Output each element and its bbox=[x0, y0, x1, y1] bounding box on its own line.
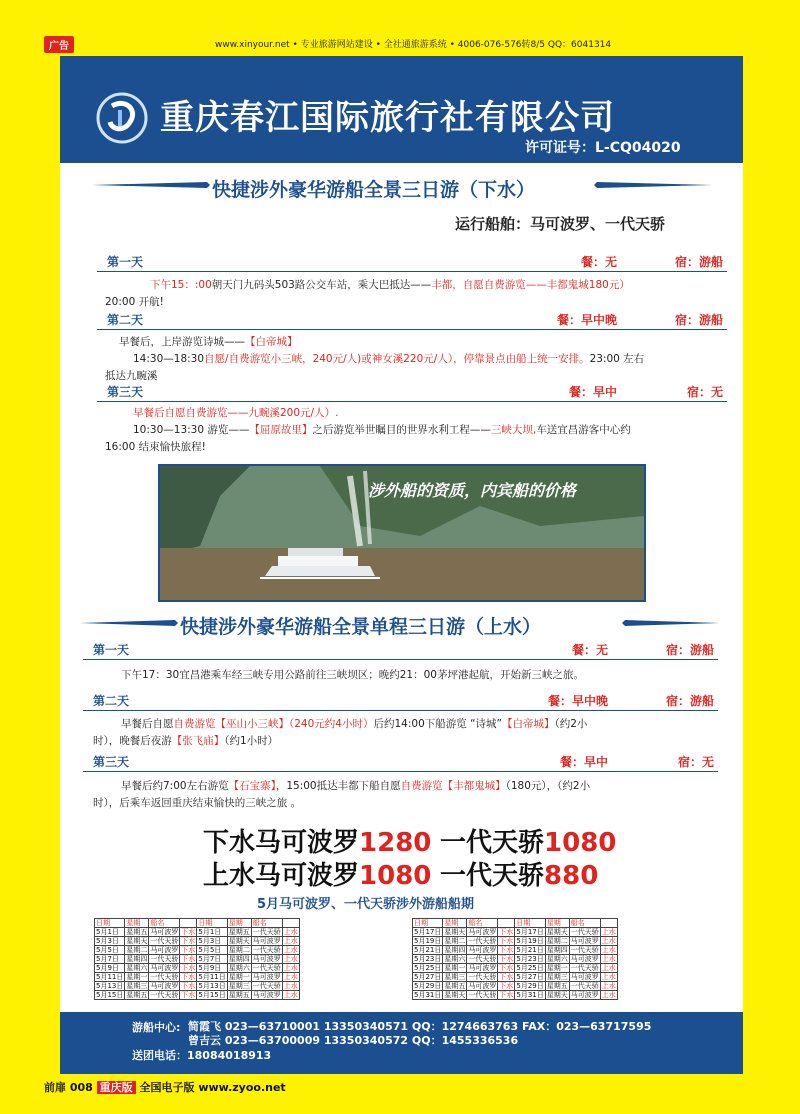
table-cell: 星期天 bbox=[228, 937, 250, 945]
table-header-cell: 日期 bbox=[413, 919, 443, 928]
table-header-cell bbox=[180, 919, 197, 928]
table-cell: 上水 bbox=[283, 991, 298, 999]
table-header-cell: 船名 bbox=[149, 919, 180, 928]
table-cell: 马可波罗 bbox=[468, 946, 497, 954]
table-cell: 5月19日 bbox=[516, 937, 544, 945]
table-cell: 星期三 bbox=[546, 973, 568, 981]
table-cell: 下水 bbox=[499, 946, 514, 954]
table-cell: 马可波罗 bbox=[570, 991, 599, 999]
table-cell: 马可波罗 bbox=[252, 973, 281, 981]
table-cell: 一代天骄 bbox=[150, 937, 179, 945]
table-cell: 马可波罗 bbox=[468, 964, 497, 972]
table-cell: 5月29日 bbox=[414, 982, 442, 990]
table-cell: 一代天骄 bbox=[468, 937, 497, 945]
table-cell: 一代天骄 bbox=[570, 928, 599, 936]
table-header-cell: 船名 bbox=[569, 919, 600, 928]
table-cell: 下水 bbox=[181, 991, 196, 999]
tour1-day2-header: 第二天 餐：早中晚 宿：游船 bbox=[97, 311, 727, 330]
table-cell: 5月1日 bbox=[197, 928, 227, 937]
table-cell: 下水 bbox=[499, 964, 514, 972]
table-cell: 星期五 bbox=[228, 991, 250, 999]
schedule-table-left bbox=[94, 918, 300, 1000]
top-info: www.xinyour.net • 专业旅游网站建设 • 全社通旅游系统 • 4006-076-576转8/5 QQ：6041314 bbox=[215, 40, 612, 50]
table-cell: 5月9日 bbox=[197, 964, 227, 973]
table-cell: 上水 bbox=[283, 955, 298, 963]
table-row bbox=[413, 946, 618, 955]
table-cell: 下水 bbox=[499, 973, 514, 981]
table-cell: 一代天骄 bbox=[252, 964, 281, 972]
table-row bbox=[95, 982, 300, 991]
table-cell: 马可波罗 bbox=[150, 928, 179, 936]
table-cell: 5月3日 bbox=[197, 937, 227, 946]
table-cell: 下水 bbox=[499, 991, 514, 999]
table-cell: 星期二 bbox=[444, 937, 466, 945]
table-cell: 星期天 bbox=[126, 937, 148, 945]
day-label: 第一天 bbox=[107, 255, 144, 269]
table-cell: 上水 bbox=[283, 937, 298, 945]
contact-row-1: 简霞飞 023—63710001 13350340571 QQ：1274663763 FAX：023—63717595 bbox=[188, 1020, 652, 1033]
table-header-row bbox=[413, 919, 618, 928]
table-cell: 下水 bbox=[499, 982, 514, 990]
table-cell: 下水 bbox=[181, 928, 196, 936]
table-cell: 一代天骄 bbox=[468, 955, 497, 963]
table-cell: 下水 bbox=[181, 964, 196, 972]
table-header-cell: 星期 bbox=[443, 919, 467, 928]
table-cell: 星期四 bbox=[228, 955, 250, 963]
table-cell: 马可波罗 bbox=[150, 982, 179, 990]
table-cell: 上水 bbox=[283, 973, 298, 981]
table-row bbox=[95, 937, 300, 946]
table-cell: 一代天骄 bbox=[252, 982, 281, 990]
table-cell: 5月25日 bbox=[516, 964, 544, 972]
tour2-day2-text: 早餐后自愿自费游览【巫山小三峡】（240元约4小时）后约14:00下船游览 “诗城”【白帝城】（约2小 时），晚餐后夜游【张飞庙】（约1小时） bbox=[93, 718, 588, 747]
table-cell: 5月3日 bbox=[95, 937, 125, 946]
table-cell: 下水 bbox=[181, 982, 196, 990]
table-cell: 5月17日 bbox=[414, 928, 442, 936]
table-row bbox=[413, 973, 618, 982]
table-cell: 上水 bbox=[283, 946, 298, 954]
table-cell: 5月23日 bbox=[516, 955, 544, 963]
table-cell: 5月11日 bbox=[198, 973, 226, 981]
table-cell: 5月31日 bbox=[414, 991, 442, 999]
table-cell: 5月15日 bbox=[198, 991, 226, 999]
table-cell: 上水 bbox=[601, 937, 616, 945]
table-cell: 5月11日 bbox=[96, 973, 124, 981]
table-cell: 星期六 bbox=[444, 955, 466, 963]
table-header-cell bbox=[498, 919, 515, 928]
table-cell: 马可波罗 bbox=[150, 964, 179, 972]
table-cell: 5月5日 bbox=[95, 946, 125, 955]
table-cell: 马可波罗 bbox=[252, 937, 281, 945]
table-cell: 5月29日 bbox=[516, 982, 544, 990]
table-cell: 一代天骄 bbox=[570, 946, 599, 954]
table-row bbox=[95, 991, 300, 1000]
tour2-day1-header: 第一天 餐：无 宿：游船 bbox=[83, 641, 718, 660]
table-cell: 下水 bbox=[499, 928, 514, 936]
table-header-cell: 船名 bbox=[467, 919, 498, 928]
table-cell: 5月21日 bbox=[414, 946, 442, 954]
table-cell: 星期五 bbox=[126, 991, 148, 999]
table-cell: 上水 bbox=[283, 928, 298, 936]
table-row bbox=[413, 955, 618, 964]
table-cell: 马可波罗 bbox=[252, 955, 281, 963]
table-cell: 上水 bbox=[601, 955, 616, 963]
table-cell: 上水 bbox=[601, 973, 616, 981]
table-cell: 下水 bbox=[181, 955, 196, 963]
table-cell: 星期一 bbox=[228, 973, 250, 981]
table-header-cell: 日期 bbox=[515, 919, 545, 928]
table-cell: 一代天骄 bbox=[468, 991, 497, 999]
table-cell: 5月25日 bbox=[414, 964, 442, 972]
table-row bbox=[95, 955, 300, 964]
table-cell: 星期六 bbox=[546, 955, 568, 963]
table-row bbox=[413, 991, 618, 1000]
schedule-table bbox=[412, 918, 618, 1000]
table-cell: 5月7日 bbox=[95, 955, 125, 964]
table-cell: 5月5日 bbox=[197, 946, 227, 955]
table-row bbox=[413, 928, 618, 937]
table-cell: 星期六 bbox=[228, 964, 250, 972]
center-label: 游船中心: bbox=[132, 1021, 181, 1034]
table-cell: 星期一 bbox=[444, 964, 466, 972]
table-cell: 星期五 bbox=[228, 928, 250, 936]
table-cell: 上水 bbox=[283, 964, 298, 972]
table-cell: 星期三 bbox=[126, 982, 148, 990]
schedule-title: 5月马可波罗、一代天骄涉外游船船期 bbox=[257, 897, 475, 912]
table-header-row bbox=[95, 919, 300, 928]
table-cell: 星期三 bbox=[444, 973, 466, 981]
table-cell: 星期二 bbox=[546, 937, 568, 945]
table-cell: 星期二 bbox=[126, 946, 148, 954]
site-url: 全国电子版 www.zyoo.net bbox=[139, 1081, 286, 1094]
table-cell: 一代天骄 bbox=[252, 928, 281, 936]
table-cell: 5月27日 bbox=[516, 973, 544, 981]
page-number: 前扉 008 bbox=[44, 1081, 93, 1094]
table-row bbox=[95, 946, 300, 955]
table-row bbox=[413, 964, 618, 973]
table-header-cell: 星期 bbox=[545, 919, 569, 928]
table-cell: 上水 bbox=[601, 964, 616, 972]
table-cell: 马可波罗 bbox=[570, 955, 599, 963]
table-cell: 星期四 bbox=[546, 946, 568, 954]
table-cell: 一代天骄 bbox=[252, 946, 281, 954]
table-cell: 上水 bbox=[601, 928, 616, 936]
table-cell: 马可波罗 bbox=[252, 991, 281, 999]
table-cell: 5月23日 bbox=[414, 955, 442, 963]
table-cell: 上水 bbox=[283, 982, 298, 990]
table-cell: 下水 bbox=[181, 946, 196, 954]
price-downstream-marco-polo: 下水马可波罗1280 bbox=[203, 828, 432, 858]
tour2-day2-header: 第二天 餐：早中晚 宿：游船 bbox=[83, 692, 718, 711]
table-cell: 5月21日 bbox=[516, 946, 544, 954]
price-upstream-marco-polo: 上水马可波罗1080 bbox=[203, 861, 432, 891]
table-cell: 5月27日 bbox=[414, 973, 442, 981]
table-cell: 星期五 bbox=[444, 982, 466, 990]
table-cell: 5月1日 bbox=[95, 928, 125, 937]
meal-label: 餐：无 bbox=[580, 255, 617, 269]
table-cell: 5月17日 bbox=[516, 928, 544, 936]
table-cell: 下水 bbox=[181, 973, 196, 981]
table-cell: 下水 bbox=[181, 937, 196, 945]
table-header-cell: 船名 bbox=[251, 919, 282, 928]
table-header-cell bbox=[282, 919, 299, 928]
table-cell: 马可波罗 bbox=[570, 973, 599, 981]
table-cell: 马可波罗 bbox=[150, 946, 179, 954]
table-row bbox=[413, 937, 618, 946]
schedule-table-right bbox=[412, 918, 618, 1000]
table-cell: 一代天骄 bbox=[150, 955, 179, 963]
tour2-day1-text: 下午17：30宜昌港乘车经三峡专用公路前往三峡坝区；晚约21：00茅坪港起航，开始新三峡之旅。 bbox=[121, 669, 584, 681]
tour1-title: 快捷涉外豪华游船全景三日游（下水） bbox=[212, 179, 536, 201]
table-cell: 5月31日 bbox=[516, 991, 544, 999]
price-upstream-tianjiao: 一代天骄880 bbox=[440, 861, 599, 891]
table-cell: 马可波罗 bbox=[468, 928, 497, 936]
table-cell: 5月13日 bbox=[96, 982, 124, 990]
tour1-day1-text: 下午15：:00朝天门九码头503路公交车站，乘大巴抵达——丰都，自愿自费游览——丰都鬼城180元） 20:00 开航! bbox=[105, 279, 630, 308]
table-header-cell: 日期 bbox=[95, 919, 125, 928]
table-cell: 星期四 bbox=[126, 955, 148, 963]
table-cell: 星期二 bbox=[228, 946, 250, 954]
table-cell: 下水 bbox=[499, 937, 514, 945]
schedule-table bbox=[94, 918, 300, 1000]
tour2-day3-text: 早餐后约7:00左右游览【石宝寨】，15:00抵达丰都下船自愿自费游览【丰都鬼城】（180元），（约2小 时），后乘车返回重庆结束愉快的三峡之旅 。 bbox=[93, 780, 591, 809]
ships-line: 运行船舶：马可波罗、一代天骄 bbox=[455, 215, 666, 233]
table-cell: 上水 bbox=[601, 982, 616, 990]
table-cell: 下水 bbox=[499, 955, 514, 963]
table-cell: 星期天 bbox=[444, 928, 466, 936]
table-cell: 星期天 bbox=[444, 991, 466, 999]
price-downstream-tianjiao: 一代天骄1080 bbox=[440, 828, 617, 858]
table-header-cell: 星期 bbox=[227, 919, 251, 928]
photo-caption: 涉外船的资质，内宾船的价格 bbox=[368, 481, 577, 500]
tour1-day3-header: 第三天 餐：早中 宿：无 bbox=[97, 383, 727, 402]
tour1-day3-text: 早餐后自愿自费游览——九畹溪200元/人）. 10:30—13:30 游览——【屈原故里】之后游览举世瞩目的世界水利工程——三峡大坝,车送宜昌游客中心约 16:00 结束愉快旅程! bbox=[105, 407, 631, 453]
table-cell: 一代天骄 bbox=[150, 991, 179, 999]
table-cell: 星期五 bbox=[546, 982, 568, 990]
table-row bbox=[413, 982, 618, 991]
table-cell: 星期五 bbox=[126, 928, 148, 936]
edition-badge: 重庆版 bbox=[97, 1081, 136, 1094]
company-logo-icon bbox=[96, 92, 148, 144]
table-cell: 5月9日 bbox=[95, 964, 125, 973]
company-name: 重庆春江国际旅行社有限公司 bbox=[160, 98, 615, 138]
tour2-day3-header: 第三天 餐：早中 宿：无 bbox=[83, 753, 718, 772]
table-cell: 一代天骄 bbox=[570, 982, 599, 990]
tour1-day1-header bbox=[97, 253, 727, 272]
table-cell: 马可波罗 bbox=[468, 982, 497, 990]
table-cell: 星期一 bbox=[546, 964, 568, 972]
table-cell: 星期天 bbox=[546, 928, 568, 936]
table-cell: 星期天 bbox=[546, 991, 568, 999]
table-header-cell: 星期 bbox=[125, 919, 149, 928]
table-header-cell bbox=[600, 919, 617, 928]
table-row bbox=[95, 928, 300, 937]
table-cell: 马可波罗 bbox=[570, 937, 599, 945]
table-cell: 星期四 bbox=[444, 946, 466, 954]
contact-row-2: 曾吉云 023—63700009 13350340572 QQ：1455336536 bbox=[188, 1034, 519, 1047]
table-cell: 5月13日 bbox=[198, 982, 226, 990]
table-row bbox=[95, 964, 300, 973]
table-cell: 一代天骄 bbox=[150, 973, 179, 981]
table-row bbox=[95, 973, 300, 982]
table-cell: 5月19日 bbox=[414, 937, 442, 945]
tour1-day2-text: 早餐后，上岸游览诗城——【白帝城】 14:30—18:30自愿/自费游览小三峡，240元/人)或神女溪220元/人），停靠景点由船上统一安排。23:00 左右 抵达九畹溪 bbox=[105, 336, 645, 382]
stay-label: 宿：游船 bbox=[674, 255, 723, 269]
table-cell: 一代天骄 bbox=[468, 973, 497, 981]
table-header-cell: 日期 bbox=[197, 919, 227, 928]
tour2-title: 快捷涉外豪华游船全景单程三日游（上水） bbox=[180, 616, 542, 638]
table-cell: 一代天骄 bbox=[570, 964, 599, 972]
table-cell: 星期六 bbox=[126, 964, 148, 972]
ad-tag: 广告 bbox=[44, 36, 74, 53]
table-cell: 星期三 bbox=[228, 982, 250, 990]
table-cell: 上水 bbox=[601, 991, 616, 999]
table-cell: 上水 bbox=[601, 946, 616, 954]
page-footer bbox=[44, 1079, 286, 1095]
license-number: 许可证号：L-CQ04020 bbox=[525, 140, 681, 156]
table-cell: 5月15日 bbox=[96, 991, 124, 999]
contact-row-3: 送团电话：18084018913 bbox=[132, 1049, 272, 1062]
table-cell: 5月7日 bbox=[197, 955, 227, 964]
table-cell: 星期一 bbox=[126, 973, 148, 981]
